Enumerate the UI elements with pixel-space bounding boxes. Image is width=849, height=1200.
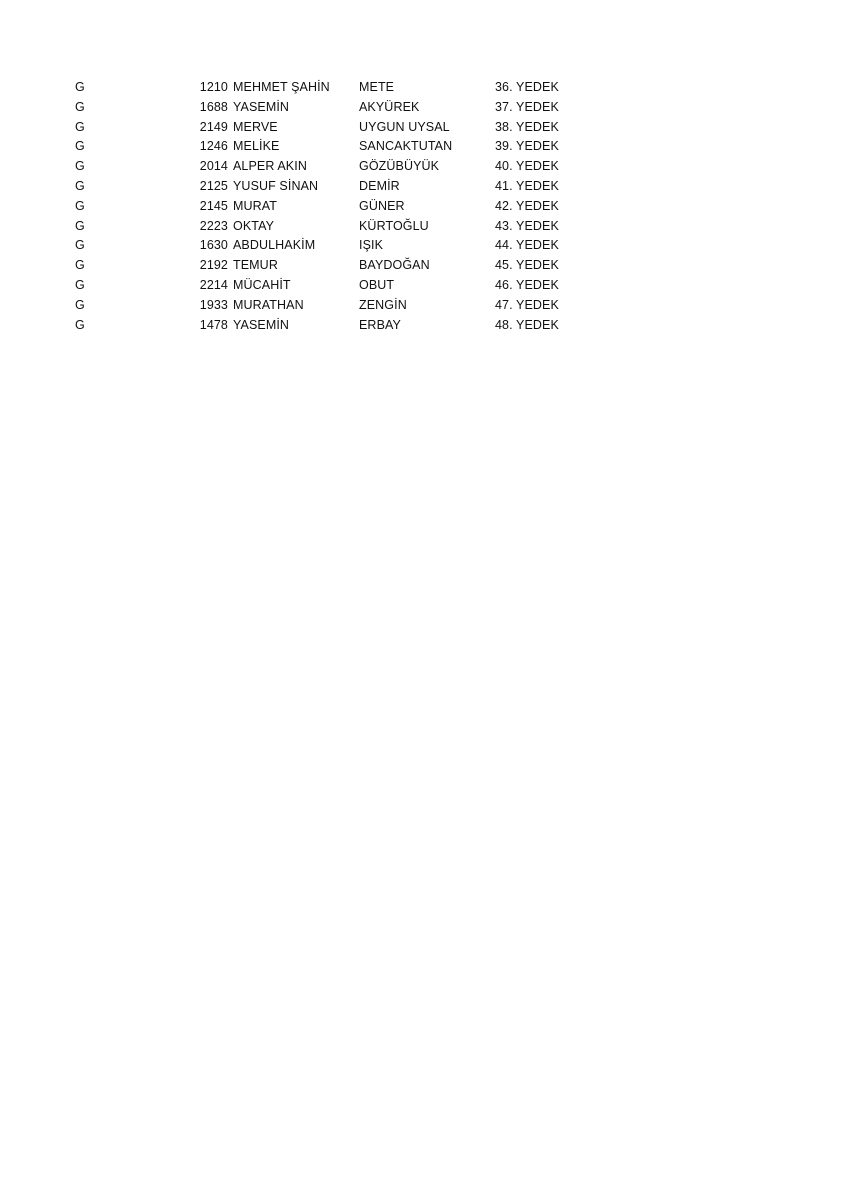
id-cell: 2014 (199, 159, 228, 174)
rank-cell: 44. YEDEK (495, 238, 559, 253)
first-name-cell: MERVE (233, 119, 278, 134)
rank-cell: 45. YEDEK (495, 258, 559, 273)
last-name-cell: SANCAKTUTAN (359, 139, 453, 154)
table-row (0, 177, 849, 197)
id-cell: 1246 (199, 139, 228, 154)
group-cell: G (75, 198, 85, 213)
first-name-cell: TEMUR (233, 258, 278, 273)
rank-cell: 42. YEDEK (495, 198, 559, 213)
table-row (0, 197, 849, 217)
table-row (0, 316, 849, 336)
first-name-cell: MURAT (233, 198, 278, 213)
group-cell: G (75, 139, 85, 154)
table-row (0, 157, 849, 177)
id-cell: 1478 (199, 317, 228, 332)
rank-cell: 43. YEDEK (495, 218, 559, 233)
group-cell: G (75, 80, 85, 94)
last-name-cell: DEMİR (359, 178, 400, 193)
first-name-cell: MELİKE (233, 139, 280, 154)
rank-cell: 38. YEDEK (495, 119, 559, 134)
first-name-cell: YUSUF SİNAN (233, 178, 319, 193)
id-cell: 1933 (199, 297, 228, 312)
group-cell: G (75, 119, 85, 134)
id-cell: 2149 (199, 119, 228, 134)
table-row (0, 276, 849, 296)
table-row (0, 256, 849, 276)
rank-cell: 46. YEDEK (495, 277, 559, 292)
group-cell: G (75, 159, 85, 174)
group-cell: G (75, 178, 85, 193)
rank-cell: 41. YEDEK (495, 178, 559, 193)
group-cell: G (75, 99, 85, 114)
table-row (0, 296, 849, 316)
rank-cell: 36. YEDEK (495, 80, 559, 94)
first-name-cell: ALPER AKIN (233, 159, 307, 174)
last-name-cell: OBUT (359, 277, 395, 292)
first-name-cell: MEHMET ŞAHİN (233, 80, 330, 94)
last-name-cell: GÜNER (359, 198, 405, 213)
group-cell: G (75, 317, 85, 332)
table-row (0, 137, 849, 157)
last-name-cell: GÖZÜBÜYÜK (359, 159, 440, 174)
group-cell: G (75, 297, 85, 312)
table-row (0, 78, 849, 98)
id-cell: 2192 (199, 258, 228, 273)
id-cell: 2214 (199, 277, 228, 292)
first-name-cell: YASEMİN (233, 99, 290, 114)
id-cell: 2223 (199, 218, 228, 233)
candidate-table (0, 78, 849, 335)
rank-cell: 47. YEDEK (495, 297, 559, 312)
last-name-cell: KÜRTOĞLU (359, 218, 429, 233)
id-cell: 1210 (199, 80, 228, 94)
group-cell: G (75, 218, 85, 233)
first-name-cell: OKTAY (233, 218, 275, 233)
first-name-cell: MÜCAHİT (233, 277, 291, 292)
first-name-cell: YASEMİN (233, 317, 290, 332)
last-name-cell: ERBAY (359, 317, 401, 332)
table-row (0, 217, 849, 237)
last-name-cell: UYGUN UYSAL (359, 119, 450, 134)
last-name-cell: AKYÜREK (359, 99, 420, 114)
table-row (0, 236, 849, 256)
last-name-cell: IŞIK (359, 238, 384, 253)
id-cell: 1630 (199, 238, 228, 253)
id-cell: 1688 (199, 99, 228, 114)
last-name-cell: BAYDOĞAN (359, 258, 430, 273)
group-cell: G (75, 277, 85, 292)
last-name-cell: METE (359, 80, 395, 94)
first-name-cell: ABDULHAKİM (233, 238, 316, 253)
first-name-cell: MURATHAN (233, 297, 304, 312)
id-cell: 2125 (199, 178, 228, 193)
last-name-cell: ZENGİN (359, 297, 407, 312)
rank-cell: 48. YEDEK (495, 317, 559, 332)
id-cell: 2145 (199, 198, 228, 213)
rank-cell: 37. YEDEK (495, 99, 559, 114)
group-cell: G (75, 258, 85, 273)
rank-cell: 40. YEDEK (495, 159, 559, 174)
table-row (0, 98, 849, 118)
rank-cell: 39. YEDEK (495, 139, 559, 154)
table-row (0, 118, 849, 138)
group-cell: G (75, 238, 85, 253)
